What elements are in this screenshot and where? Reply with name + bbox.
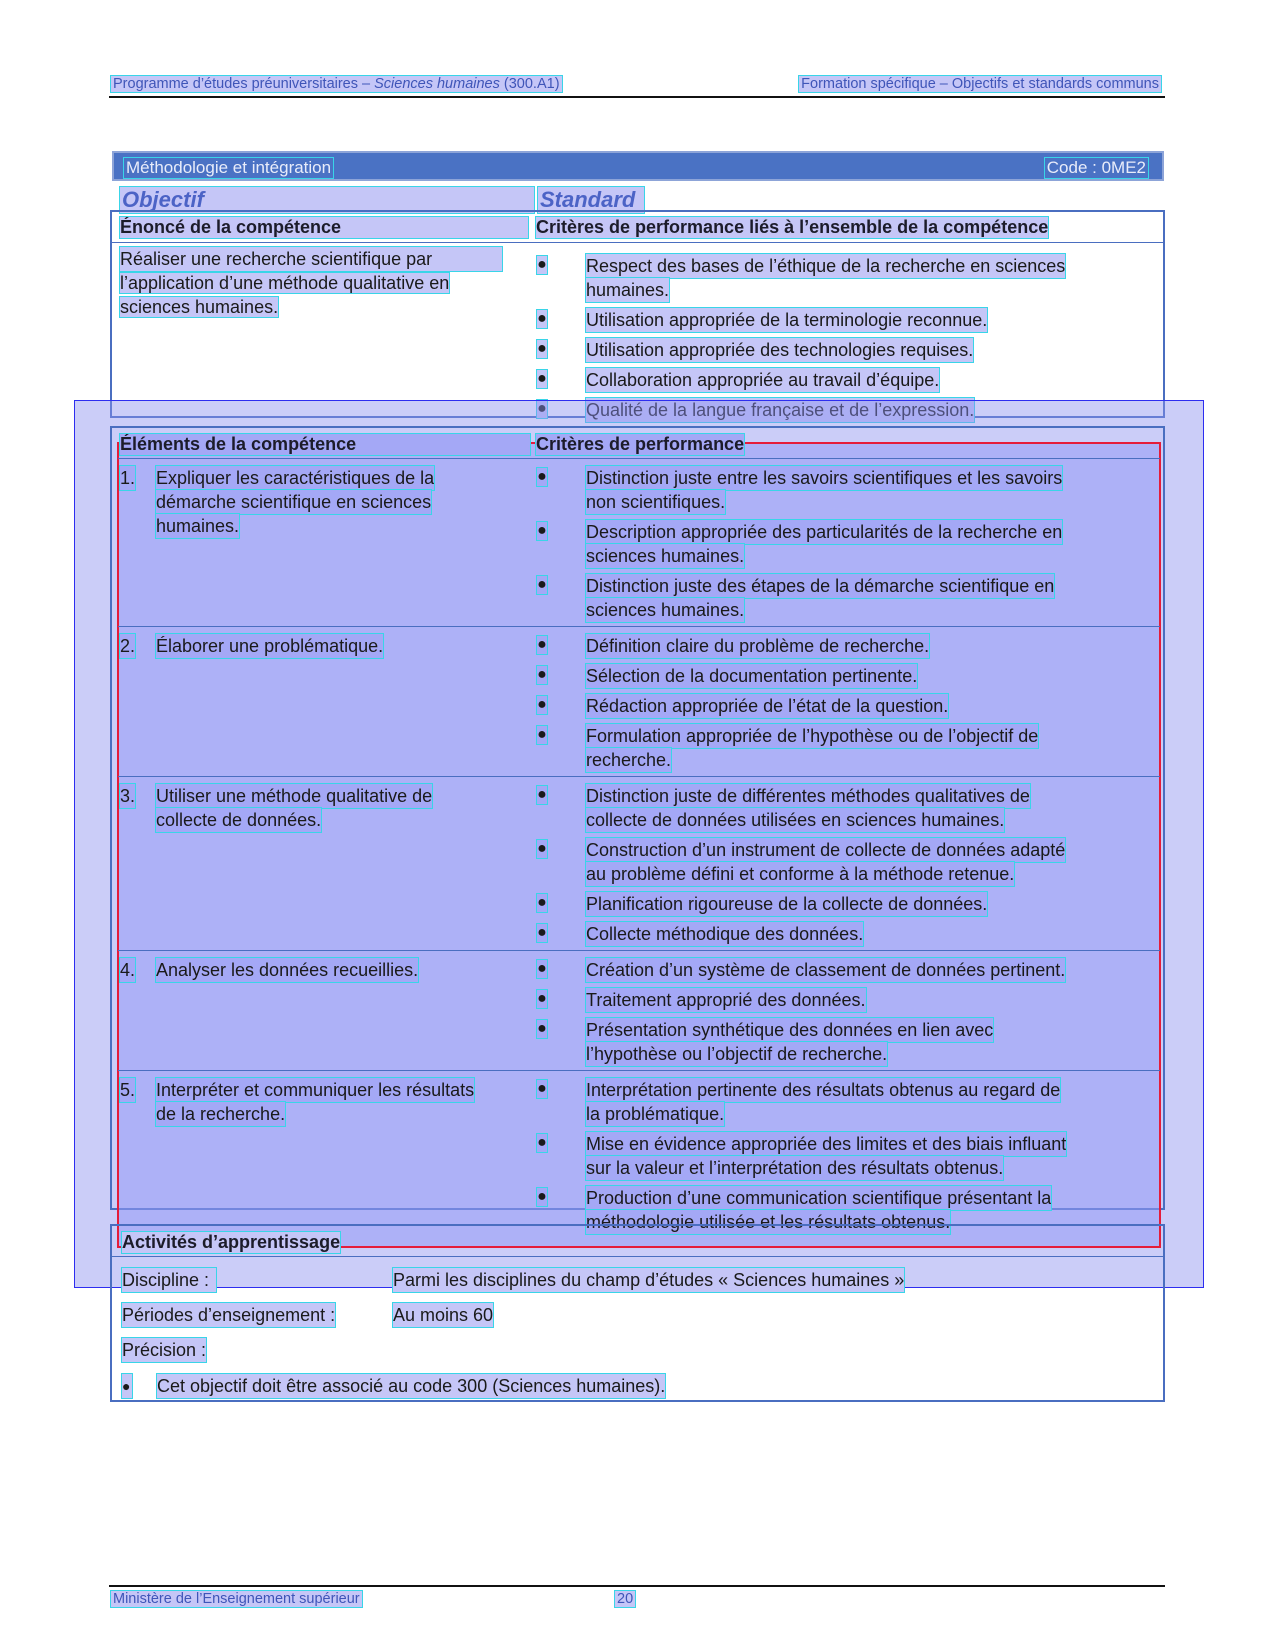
activities-header-rule: [111, 1256, 1164, 1257]
precision-label: Précision :: [122, 1340, 207, 1360]
activities-heading: Activités d’apprentissage: [122, 1232, 341, 1252]
bullet-icon: ●: [537, 340, 547, 357]
criterion-text: Traitement approprié des données.: [586, 990, 866, 1010]
statement-line: sciences humaines.: [120, 297, 279, 317]
bullet-icon: ●: [537, 840, 547, 857]
bullet-icon: ●: [537, 576, 547, 593]
discipline-value: Parmi les disciplines du champ d’études « Sciences humaines »: [393, 1270, 905, 1290]
criterion-text: non scientifiques.: [586, 492, 726, 512]
criterion-text: humaines.: [586, 280, 670, 300]
element-text: de la recherche.: [156, 1104, 286, 1124]
element-text: Élaborer une problématique.: [156, 636, 384, 656]
criterion-text: Création d’un système de classement de données pertinent.: [586, 960, 1066, 980]
criterion-text: Qualité de la langue française et de l’expression.: [586, 400, 975, 420]
bullet-icon: ●: [537, 1188, 547, 1205]
elements-heading: Éléments de la compétence: [120, 434, 530, 455]
bullet-icon: ●: [537, 786, 547, 803]
statement-line: l’application d’une méthode qualitative en: [120, 273, 450, 293]
footer-rule: [109, 1585, 1165, 1587]
element-text: Analyser les données recueillies.: [156, 960, 419, 980]
elements-criteria-heading: Critères de performance: [536, 434, 745, 454]
bullet-icon: ●: [537, 990, 547, 1007]
bullet-icon: ●: [537, 894, 547, 911]
bullet-icon: ●: [537, 636, 547, 653]
criterion-text: la problématique.: [586, 1104, 725, 1124]
bullet-icon: ●: [537, 924, 547, 941]
element-text: Utiliser une méthode qualitative de: [156, 786, 433, 806]
bullet-icon: ●: [537, 1080, 547, 1097]
statement-line: Réaliser une recherche scientifique par: [120, 247, 502, 271]
competence-statement-heading: Énoncé de la compétence: [120, 217, 528, 238]
footer-ministry: Ministère de l’Enseignement supérieur: [113, 1591, 360, 1607]
bullet-icon: ●: [537, 726, 547, 743]
header-program: Programme d’études préuniversitaires – Sciences humaines (300.A1): [113, 76, 560, 92]
header-rule: [109, 96, 1165, 98]
bullet-icon: ●: [537, 310, 547, 327]
course-title-bar: [112, 151, 1164, 181]
elements-header-rule: [118, 458, 1160, 459]
criterion-text: Respect des bases de l’éthique de la recherche en sciences: [586, 256, 1066, 276]
element-number: 5.: [120, 1080, 136, 1100]
element-number: 4.: [120, 960, 136, 980]
criterion-text: Distinction juste des étapes de la démarche scientifique en: [586, 576, 1055, 596]
element-number: 3.: [120, 786, 136, 806]
header-section: Formation spécifique – Objectifs et standards communs: [801, 76, 1159, 92]
criterion-text: l’hypothèse ou l’objectif de recherche.: [586, 1044, 888, 1064]
bullet-icon: ●: [537, 960, 547, 977]
bullet-icon: ●: [537, 1134, 547, 1151]
bullet-icon: ●: [537, 666, 547, 683]
criterion-text: Sélection de la documentation pertinente.: [586, 666, 918, 686]
criterion-text: Interprétation pertinente des résultats obtenus au regard de: [586, 1080, 1061, 1100]
criterion-text: Distinction juste de différentes méthodes qualitatives de: [586, 786, 1030, 806]
element-row-rule: [118, 776, 1160, 777]
element-row-rule: [118, 950, 1160, 951]
criterion-text: Utilisation appropriée des technologies requises.: [586, 340, 974, 360]
bullet-icon: ●: [537, 400, 547, 417]
precision-bullet-icon: ●: [122, 1374, 132, 1398]
bullet-icon: ●: [537, 370, 547, 387]
criterion-text: Description appropriée des particularités de la recherche en: [586, 522, 1063, 542]
criterion-text: recherche.: [586, 750, 672, 770]
element-text: démarche scientifique en sciences: [156, 492, 432, 512]
element-text: humaines.: [156, 516, 240, 536]
running-header: [111, 76, 1161, 94]
competence-header-rule: [111, 242, 1164, 243]
criterion-text: sciences humaines.: [586, 600, 745, 620]
criterion-text: méthodologie utilisée et les résultats obtenus.: [586, 1212, 951, 1232]
criterion-text: collecte de données utilisées en sciences humaines.: [586, 810, 1005, 830]
criterion-text: Mise en évidence appropriée des limites et des biais influant: [586, 1134, 1067, 1154]
element-row-rule: [118, 626, 1160, 627]
criterion-text: Définition claire du problème de recherche.: [586, 636, 930, 656]
competence-statement: [120, 247, 502, 319]
criterion-text: Planification rigoureuse de la collecte de données.: [586, 894, 988, 914]
criterion-text: au problème défini et conforme à la méthode retenue.: [586, 864, 1015, 884]
criterion-text: Rédaction appropriée de l’état de la question.: [586, 696, 949, 716]
bullet-icon: ●: [537, 468, 547, 485]
precision-item: Cet objectif doit être associé au code 300 (Sciences humaines).: [157, 1376, 666, 1396]
criterion-text: sciences humaines.: [586, 546, 745, 566]
element-number: 2.: [120, 636, 136, 656]
competence-criteria-heading: Critères de performance liés à l’ensemble de la compétence: [536, 217, 1049, 237]
element-text: collecte de données.: [156, 810, 322, 830]
criterion-text: Construction d’un instrument de collecte de données adapté: [586, 840, 1066, 860]
criterion-text: Présentation synthétique des données en lien avec: [586, 1020, 994, 1040]
criterion-text: Utilisation appropriée de la terminologie reconnue.: [586, 310, 988, 330]
periods-value: Au moins 60: [393, 1305, 494, 1325]
criterion-text: Collecte méthodique des données.: [586, 924, 864, 944]
page-number: 20: [617, 1591, 634, 1607]
element-number: 1.: [120, 468, 136, 488]
course-code: Code : 0ME2: [1046, 158, 1146, 177]
criterion-text: Collaboration appropriée au travail d’équipe.: [586, 370, 940, 390]
criterion-text: Distinction juste entre les savoirs scientifiques et les savoirs: [586, 468, 1063, 488]
course-title: Méthodologie et intégration: [126, 158, 332, 177]
criterion-text: sur la valeur et l’interprétation des résultats obtenus.: [586, 1158, 1004, 1178]
criterion-text: Production d’une communication scientifique présentant la: [586, 1188, 1052, 1208]
bullet-icon: ●: [537, 256, 547, 273]
bullet-icon: ●: [537, 522, 547, 539]
bullet-icon: ●: [537, 1020, 547, 1037]
element-text: Interpréter et communiquer les résultats: [156, 1080, 475, 1100]
objective-heading: Objectif: [120, 187, 534, 213]
criterion-text: Formulation appropriée de l’hypothèse ou de l’objectif de: [586, 726, 1039, 746]
standard-heading: Standard: [538, 187, 644, 213]
element-text: Expliquer les caractéristiques de la: [156, 468, 435, 488]
bullet-icon: ●: [537, 696, 547, 713]
element-row-rule: [118, 1070, 1160, 1071]
periods-label: Périodes d’enseignement :: [122, 1305, 336, 1325]
discipline-label: Discipline :: [122, 1268, 216, 1292]
